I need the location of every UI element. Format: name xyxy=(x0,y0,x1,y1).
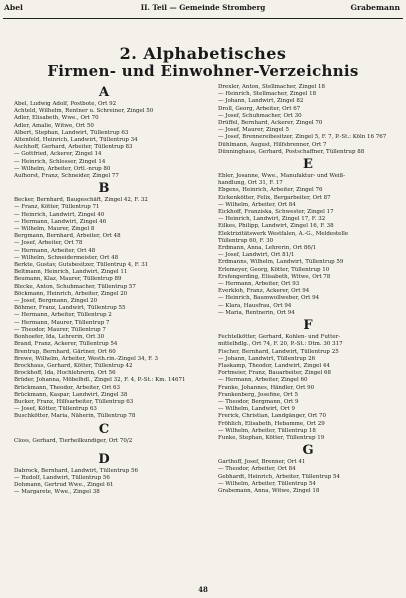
directory-entry: — Heinrich, Stellmacher, Zingel 18 xyxy=(218,91,317,98)
directory-entry: — Margarete, Wwe., Zingel 38 xyxy=(14,489,100,496)
directory-entry: — Hermann, Arbeiter, Ort 93 xyxy=(218,281,300,288)
directory-entry: Becker, Bernhard, Baugeschäft, Zingel 42, F. 32 xyxy=(14,197,148,204)
directory-entry: Bergmann, Bernhard, Arbeiter, Ort 48 xyxy=(14,233,121,240)
directory-entry: — Heinrich, Landwirt, Zingel 40 xyxy=(14,211,105,218)
directory-entry: — Wilhelm, Arbeiter, Tüllentrup 54 xyxy=(218,480,316,487)
directory-entry: — Josef, Bergmann, Zingel 20 xyxy=(14,298,98,305)
directory-entry: Beumann, Klaz, Maurer, Tüllentrup 89 xyxy=(14,276,122,283)
directory-entry: Everkloh, Franz, Ackerer, Ort 94 xyxy=(218,288,310,295)
directory-entry: Brentrup, Bernhard, Gärtner, Ort 60 xyxy=(14,348,116,355)
header-center-title: II. Teil — Gemeinde Stromberg xyxy=(140,3,266,12)
directory-entry: — Johann, Landwirt, Tüllentrup 26 xyxy=(218,355,316,362)
directory-entry: Berkte, Gustav, Gutsbesitzer, Tüllentrup 4, F. 31 xyxy=(14,262,149,269)
directory-entry: — Theodor, Arbeiter, Ort 84 xyxy=(218,466,296,473)
directory-entry: Abel, Ludwig Adolf, Postbote, Ort 92 xyxy=(14,101,117,107)
directory-entry: — Rudolf, Landwirt, Tüllentrup 56 xyxy=(14,474,110,481)
alphabet-letter-heading: B xyxy=(98,181,110,197)
directory-entry: Brockhaus, Gerhard, Kötter, Tüllentrup 42 xyxy=(14,362,133,369)
directory-entry: Gebhardt, Heinrich, Arbeiter, Tüllentrup 54 xyxy=(218,473,341,480)
directory-entry: — Josef, Arbeiter, Ort 78 xyxy=(14,240,83,247)
directory-entry: — Heinrich, Landwirt, Zingel 17, F. 32 xyxy=(218,216,326,223)
directory-entry: Fortmeier, Franz, Bauarbeiter, Zingel 68 xyxy=(218,370,332,377)
directory-entry: Drüffel, Bernhard, Ackerer, Zingel 70 xyxy=(218,120,323,127)
header-left-catchword: Abel xyxy=(4,3,23,12)
directory-entry: Böhmer, Franz, Landwirt, Tüllentrup 55 xyxy=(14,305,126,312)
directory-entry: — Josef, Kötter, Tüllentrup 63 xyxy=(14,406,97,413)
directory-entry: mittelhdlg., Ort 74, F. 20, P.-St.: Dtm. 30 317 xyxy=(218,341,343,348)
directory-entry: Ebler, Josanne, Wwe., Manufaktur- und Weiß- xyxy=(218,173,346,180)
directory-entry: — Klara, Hausfrau, Ort 94 xyxy=(218,302,292,309)
directory-entry: Adler, Elisabeth, Wwe., Ort 70 xyxy=(14,115,99,122)
directory-entry: Closs, Gerhard, Tierheilkundiger, Ort 70/2 xyxy=(14,437,133,444)
directory-entry: — Theodor, Bergmann, Ort 9 xyxy=(218,398,299,405)
directory-entry: Adler, Amalie, Witwe, Ort 50 xyxy=(14,122,94,129)
directory-entry: Erdmanns, Wilhelm, Landwirt, Tüllentrup 59 xyxy=(218,259,344,266)
directory-entry: Flaskamp, Theodor, Landwirt, Zingel 44 xyxy=(218,362,330,369)
header-divider xyxy=(3,18,403,19)
alphabet-letter-heading: E xyxy=(303,157,313,173)
directory-entry: Garthoff, Josef, Brenner, Ort 41 xyxy=(218,459,306,466)
directory-entry: Bonhoefer, Ida, Lehrerin, Ort 30 xyxy=(14,334,105,341)
directory-entry: Brückmann, Theodor, Arbeiter, Ort 63 xyxy=(14,384,121,391)
directory-entry: — Hermann, Arbeiter, Zingel 60 xyxy=(218,377,308,384)
directory-entry: — Franz, Kötter, Tüllentrup 71 xyxy=(14,204,100,211)
directory-entry: Erlemeyer, Georg, Kötter, Tüllentrup 10 xyxy=(218,266,330,273)
directory-entry: — Hermann, Landwirt, Zingel 46 xyxy=(14,218,107,225)
directory-entry: — Wilhelm, Arbeiter, Ort 84 xyxy=(218,201,296,208)
directory-entry: Achteld, Wilhelm, Rentner u. Schreiner, Zingel 50 xyxy=(14,108,154,115)
directory-entry: Fechtelkötter, Gerhard, Kohlen- und Futter- xyxy=(218,334,341,341)
directory-entry: Aufhorst, Franz, Schneider, Zingel 77 xyxy=(14,173,119,180)
directory-entry: — Wilhelm, Landwirt, Ort 9 xyxy=(218,406,295,413)
directory-entry: Dabrock, Bernhard, Landwirt, Tüllentrup 56 xyxy=(14,467,138,474)
directory-entry: Dühlmann, August, Hilfsbrenner, Ort 7 xyxy=(218,141,327,148)
directory-entry: Blecke, Anton, Schuhmacher, Tüllentrup 57 xyxy=(14,283,136,290)
directory-entry: Dünninghaus, Gerhard, Postschaffner, Tüllentrup 88 xyxy=(218,148,365,155)
directory-entry: Funke, Stephan, Kötter, Tüllentrup 19 xyxy=(218,434,325,441)
directory-entry: Eickenkötter, Felix, Bergarbeiter, Ort 87 xyxy=(218,194,331,201)
header-right-catchword: Grabemann xyxy=(350,3,400,12)
directory-entry: — Josef, Landwirt, Ort 81/1 xyxy=(218,252,295,259)
directory-entry: Tüllentrup 60, F. 30 xyxy=(218,237,274,244)
directory-entry: Droll, Georg, Arbeiter, Ort 67 xyxy=(218,105,301,112)
directory-entry: Brockhoff, Ida, Hochlehrerin, Ort 56 xyxy=(14,370,116,377)
directory-entry: Grabemann, Anna, Witwe, Zingel 18 xyxy=(218,487,320,494)
directory-entry: Brewe, Wilhelm, Arbeiter, Westh.rin.-Zingel 34, F. 3 xyxy=(14,355,159,362)
alphabet-letter-heading: C xyxy=(98,421,110,437)
directory-entry: Aschhoff, Gerhard, Arbeiter, Tüllentrup 83 xyxy=(14,144,133,151)
directory-entry: Altenfeld, Heinrich, Landwirt, Tüllentrup 34 xyxy=(14,137,138,144)
directory-entry: Ersfengerding, Elisabeth, Witwe, Ort 78 xyxy=(218,273,331,280)
directory-entry: — Josef, Schuhmacher, Ort 30 xyxy=(218,112,302,119)
directory-entry: Brückmann, Kaspar, Landwirt, Zingel 38 xyxy=(14,391,128,398)
directory-entry: — Wilhelm, Arbeiter, Ortl.-nrup 80 xyxy=(14,165,111,172)
directory-entry: Fröhlich, Elisabeth, Hebamme, Ort 29 xyxy=(218,420,325,427)
directory-entry: — Hermann, Arbeiter, Tüllentrup 2 xyxy=(14,312,112,319)
page-number: 48 xyxy=(198,585,208,594)
directory-entry: — Wilhelm, Maurer, Zingel 8 xyxy=(14,226,95,233)
section-subtitle: Firmen- und Einwohner-Verzeichnis xyxy=(47,62,359,80)
directory-entry: — Hermann, Maurer, Tüllentrup 7 xyxy=(14,319,110,326)
right-column xyxy=(218,84,398,495)
directory-entry: — Johann, Landwirt, Zingel 82 xyxy=(218,98,304,105)
directory-entry: Albert, Stephan, Landwirt, Tüllentrup 63 xyxy=(14,129,129,136)
running-header xyxy=(0,3,406,17)
directory-entry: Franke, Johannes, Händler, Ort 90 xyxy=(218,384,315,391)
directory-entry: Böckmann, Heinrich, Arbeiter, Zingel 20 xyxy=(14,290,128,297)
directory-entry: Eilkes, Philipp, Landwirt, Zingel 16, F. 38 xyxy=(218,223,334,230)
directory-entry: Elektrizitätswerk Westfalen, A.-G., Meldestelle xyxy=(218,230,349,237)
directory-entry: — Wilhelm, Schneidermeister, Ort 48 xyxy=(14,254,119,261)
directory-entry: Dohmann, Gertrud Wwe., Zingel 61 xyxy=(14,482,114,489)
directory-entry: — Theodor, Maurer, Tüllentrup 7 xyxy=(14,326,106,333)
directory-entry: Brand, Franz, Ackerer, Tüllentrup 54 xyxy=(14,341,118,348)
alphabet-letter-heading: F xyxy=(303,318,313,334)
section-title: 2. Alphabetisches xyxy=(119,44,287,63)
directory-entry: — Maria, Rentnerin, Ort 94 xyxy=(218,309,295,316)
directory-entry: Buschkötter, Maria, Näherin, Tüllentrup 78 xyxy=(14,413,136,420)
alphabet-letter-heading: G xyxy=(302,443,314,459)
directory-entry: — Hermann, Arbeiter, Ort 48 xyxy=(14,247,96,254)
directory-entry: — Heinrich, Schlosser, Zingel 14 xyxy=(14,158,106,165)
directory-entry: — Josef, Brennereibesitzer, Zingel 5, F. 7, P.-St.: Köln 16 767 xyxy=(218,134,387,141)
directory-entry: Frankenberg, Josefine, Ort 5 xyxy=(218,391,298,398)
directory-entry: — Josef, Maurer, Zingel 5 xyxy=(218,127,289,134)
directory-entry: Ebgens, Heinrich, Arbeiter, Zingel 76 xyxy=(218,187,323,194)
alphabet-letter-heading: A xyxy=(98,85,110,100)
directory-entry: — Heinrich, Baumwollweber, Ort 94 xyxy=(218,295,320,302)
directory-entry: Brüder, Johanna, Möbelhdl., Zingel 32, F. 4, P.-St.: Km. 14671 xyxy=(14,377,186,384)
directory-entry: — Wilhelm, Arbeiter, Tüllentrup 18 xyxy=(218,427,316,434)
directory-entry: Erdmann, Anna, Lehrerin, Ort 86/1 xyxy=(218,245,317,252)
directory-entry: — Gottfried, Ackerer, Zingel 14 xyxy=(14,151,102,158)
directory-entry: Drexler, Anton, Stellmacher, Zingel 18 xyxy=(218,84,326,90)
left-column xyxy=(14,84,194,497)
directory-entry: Eickhoff, Franziska, Schwester, Zingel 17 xyxy=(218,209,334,216)
directory-entry: Beltmann, Heinrich, Landwirt, Zingel 11 xyxy=(14,269,128,276)
directory-entry: Frerick, Christian, Landgänger, Ort 70 xyxy=(218,413,326,420)
directory-entry: Bucker, Franz, Hilfsarbeiter, Tüllentrup 63 xyxy=(14,398,134,405)
directory-entry: handlung, Ort 31, F. 17 xyxy=(218,180,283,187)
alphabet-letter-heading: D xyxy=(98,451,110,467)
directory-entry: Fischer, Bernhard, Landwirt, Tüllentrup 25 xyxy=(218,348,339,355)
